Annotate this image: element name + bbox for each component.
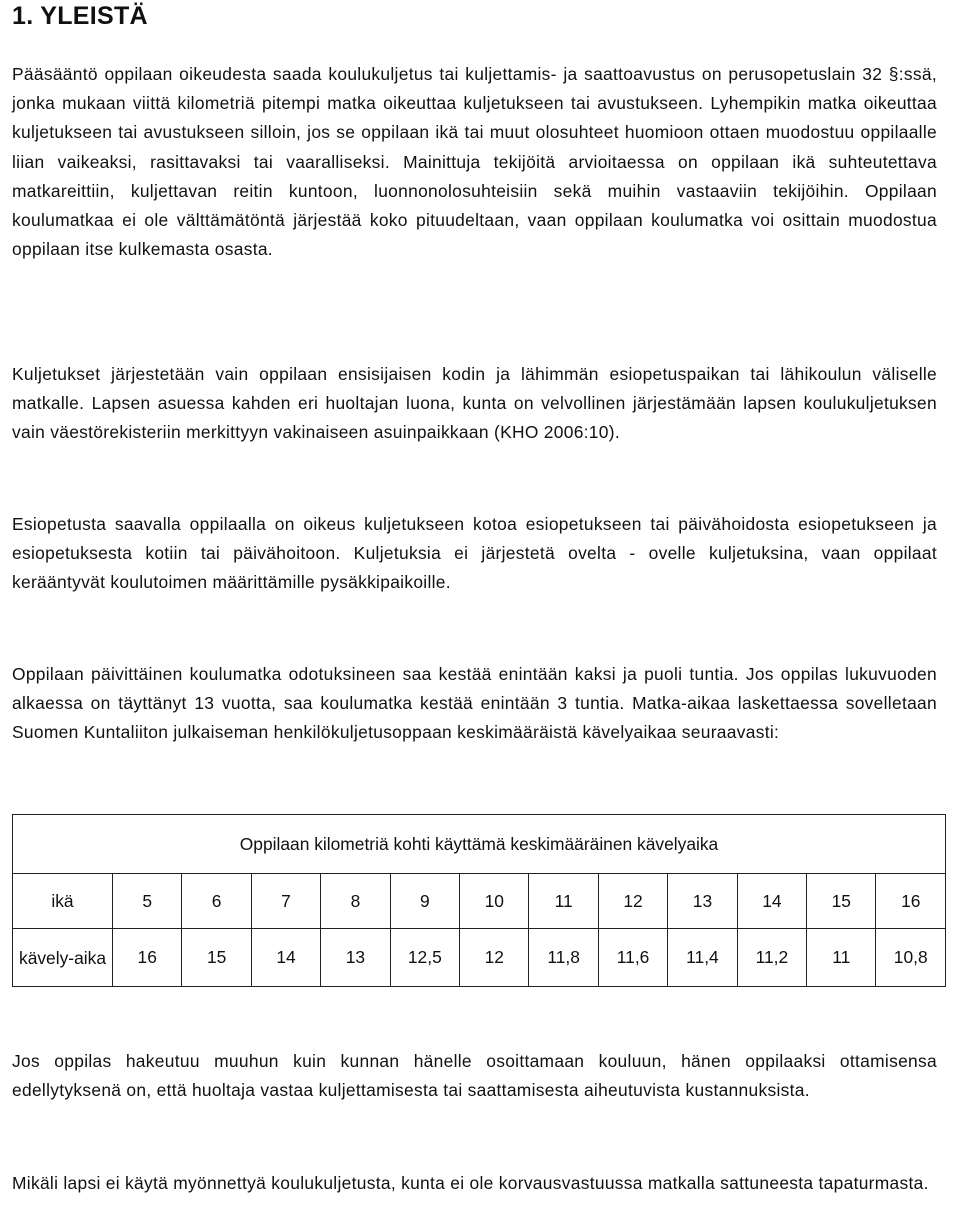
walking-time-cell: 16 bbox=[113, 929, 182, 987]
walking-time-cell: 12,5 bbox=[390, 929, 459, 987]
paragraph-other-school: Jos oppilas hakeutuu muuhun kuin kunnan hänelle osoittamaan kouluun, hänen oppilaaksi ottamisensa edellytyksenä on, että huoltaja vastaa kuljettamisesta tai saattamisesta aiheutuvista kustannuksista. bbox=[12, 1051, 937, 1101]
table-caption: Oppilaan kilometriä kohti käyttämä keskimääräinen kävelyaika bbox=[13, 815, 946, 874]
paragraph-preschool: Esiopetusta saavalla oppilaalla on oikeus kuljetukseen kotoa esiopetukseen tai päivähoidosta esiopetukseen ja esiopetuksesta kotiin tai päivähoitoon. Kuljetuksia ei järjestetä ovelta - ovelle kuljetuksina, vaan oppilaat kerääntyvät koulutoimen määrittämille pysäkkipaikoille. bbox=[12, 514, 937, 593]
section-heading: 1. YLEISTÄ bbox=[12, 2, 148, 30]
age-cell: 10 bbox=[460, 874, 529, 929]
walking-time-cell: 12 bbox=[460, 929, 529, 987]
age-cell: 8 bbox=[321, 874, 390, 929]
walking-time-cell: 11,4 bbox=[668, 929, 737, 987]
walking-time-cell: 11 bbox=[807, 929, 876, 987]
walking-time-cell: 10,8 bbox=[876, 929, 946, 987]
walking-time-cell: 15 bbox=[182, 929, 251, 987]
row-header-age: ikä bbox=[13, 874, 113, 929]
age-cell: 13 bbox=[668, 874, 737, 929]
row-header-walking-time: kävely-aika bbox=[13, 929, 113, 987]
age-cell: 7 bbox=[251, 874, 320, 929]
walking-time-cell: 13 bbox=[321, 929, 390, 987]
age-cell: 11 bbox=[529, 874, 598, 929]
age-cell: 16 bbox=[876, 874, 946, 929]
age-cell: 12 bbox=[598, 874, 667, 929]
walking-time-cell: 11,8 bbox=[529, 929, 598, 987]
age-cell: 15 bbox=[807, 874, 876, 929]
walking-time-cell: 11,2 bbox=[737, 929, 806, 987]
paragraph-liability: Mikäli lapsi ei käytä myönnettyä koulukuljetusta, kunta ei ole korvausvastuussa matkalla sattuneesta tapaturmasta. bbox=[12, 1173, 929, 1193]
paragraph-transport-route: Kuljetukset järjestetään vain oppilaan ensisijaisen kodin ja lähimmän esiopetuspaikan tai lähikoulun väliselle matkalle. Lapsen asuessa kahden eri huoltajan luona, kunta on velvollinen järjestämään lapsen koulukuljetuksen vain väestörekisteriin merkittyyn vakinaiseen asuinpaikkaan (KHO 2006:10). bbox=[12, 364, 937, 443]
paragraph-travel-time: Oppilaan päivittäinen koulumatka odotuksineen saa kestää enintään kaksi ja puoli tuntia. Jos oppilas lukuvuoden alkaessa on täyttänyt 13 vuotta, saa koulumatka kestää enintään 3 tuntia. Matka-aikaa laskettaessa sovelletaan Suomen Kuntaliiton julkaiseman henkilökuljetusoppaan keskimääräistä kävelyaikaa seuraavasti: bbox=[12, 664, 937, 743]
paragraph-general-rule: Pääsääntö oppilaan oikeudesta saada koulukuljetus tai kuljettamis- ja saattoavustus on perusopetuslain 32 §:ssä, jonka mukaan viittä kilometriä pitempi matka oikeuttaa kuljetukseen tai avustukseen. Lyhempikin matka oikeuttaa kuljetukseen tai avustukseen silloin, jos se oppilaan ikä tai muut olosuhteet huomioon ottaen muodostuu oppilaalle liian vaikeaksi, rasittavaksi tai vaaralliseksi. Mainittuja tekijöitä arvioitaessa on oppilaan ikä suhteutettava matkareittiin, kuljettavan reitin kuntoon, luonnonolosuhteisiin sekä muihin vastaaviin tekijöihin. Oppilaan koulumatkaa ei ole välttämätöntä järjestää koko pituudeltaan, vaan oppilaan koulumatka voi osittain muodostua oppilaan itse kulkemasta osasta. bbox=[12, 64, 937, 260]
age-cell: 6 bbox=[182, 874, 251, 929]
age-cell: 9 bbox=[390, 874, 459, 929]
age-cell: 14 bbox=[737, 874, 806, 929]
age-cell: 5 bbox=[113, 874, 182, 929]
walking-time-cell: 11,6 bbox=[598, 929, 667, 987]
walking-time-table bbox=[12, 814, 946, 987]
walking-time-cell: 14 bbox=[251, 929, 320, 987]
